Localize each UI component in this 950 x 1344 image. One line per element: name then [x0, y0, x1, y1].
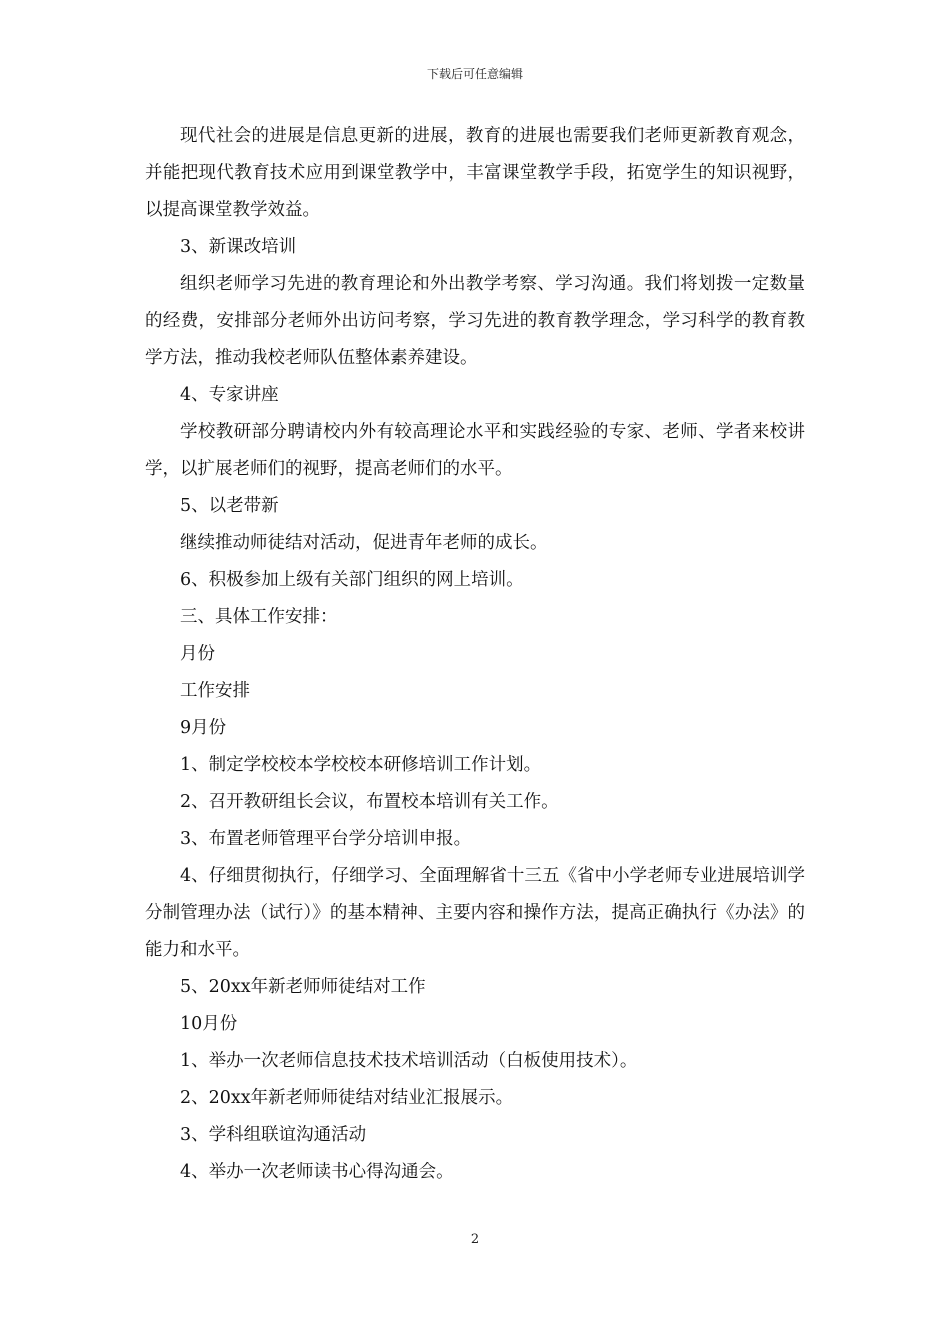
label-october: 10月份 — [180, 1014, 238, 1034]
page-number: 2 — [470, 1232, 480, 1247]
paragraph-modern-education: 现代社会的进展是信息更新的进展，教育的进展也需要我们老师更新教育观念，并能把现代教育技术应用到课堂教学中，丰富课堂教学手段，拓宽学生的知识视野，以提高课堂教学效益。 — [145, 126, 805, 220]
list-item-sep-3: 3、布置老师管理平台学分培训申报。 — [180, 829, 472, 849]
list-item-oct-4: 4、举办一次老师读书心得沟通会。 — [180, 1162, 454, 1182]
list-item-oct-1: 1、举办一次老师信息技术技术培训活动（白板使用技术）。 — [180, 1051, 638, 1071]
page-header: 下载后可任意编辑 — [426, 67, 523, 81]
list-item-sep-4: 4、仔细贯彻执行，仔细学习、全面理解省十三五《省中小学老师专业进展培训学分制管理办法（试行）》的基本精神、主要内容和操作方法，提高正确执行《办法》的能力和水平。 — [145, 866, 805, 960]
label-september: 9月份 — [180, 718, 227, 738]
list-item-sep-1: 1、制定学校校本学校校本研修培训工作计划。 — [180, 755, 542, 775]
paragraph-new-curriculum-training: 组织老师学习先进的教育理论和外出教学考察、学习沟通。我们将划拨一定数量的经费，安排部分老师外出访问考察，学习先进的教育教学理念，学习科学的教育教学方法，推动我校老师队伍整体素养建设。 — [145, 274, 805, 368]
list-item-oct-2: 2、20xx年新老师师徒结对结业汇报展示。 — [180, 1088, 514, 1108]
paragraph-expert-lectures: 学校教研部分聘请校内外有较高理论水平和实践经验的专家、老师、学者来校讲学，以扩展老师们的视野，提高老师们的水平。 — [145, 422, 805, 479]
heading-mentoring: 5、以老带新 — [180, 496, 279, 516]
list-item-oct-3: 3、学科组联谊沟通活动 — [180, 1125, 367, 1145]
document-body — [145, 118, 805, 1191]
label-work-arrangement: 工作安排 — [180, 681, 250, 701]
heading-online-training: 6、积极参加上级有关部门组织的网上培训。 — [180, 570, 524, 590]
heading-new-curriculum-training: 3、新课改培训 — [180, 237, 297, 257]
label-month: 月份 — [180, 644, 215, 664]
paragraph-mentoring: 继续推动师徒结对活动，促进青年老师的成长。 — [180, 533, 548, 553]
list-item-sep-5: 5、20xx年新老师师徒结对工作 — [180, 977, 426, 997]
list-item-sep-2: 2、召开教研组长会议，布置校本培训有关工作。 — [180, 792, 559, 812]
heading-work-schedule: 三、具体工作安排： — [180, 607, 338, 627]
heading-expert-lectures: 4、专家讲座 — [180, 385, 279, 405]
